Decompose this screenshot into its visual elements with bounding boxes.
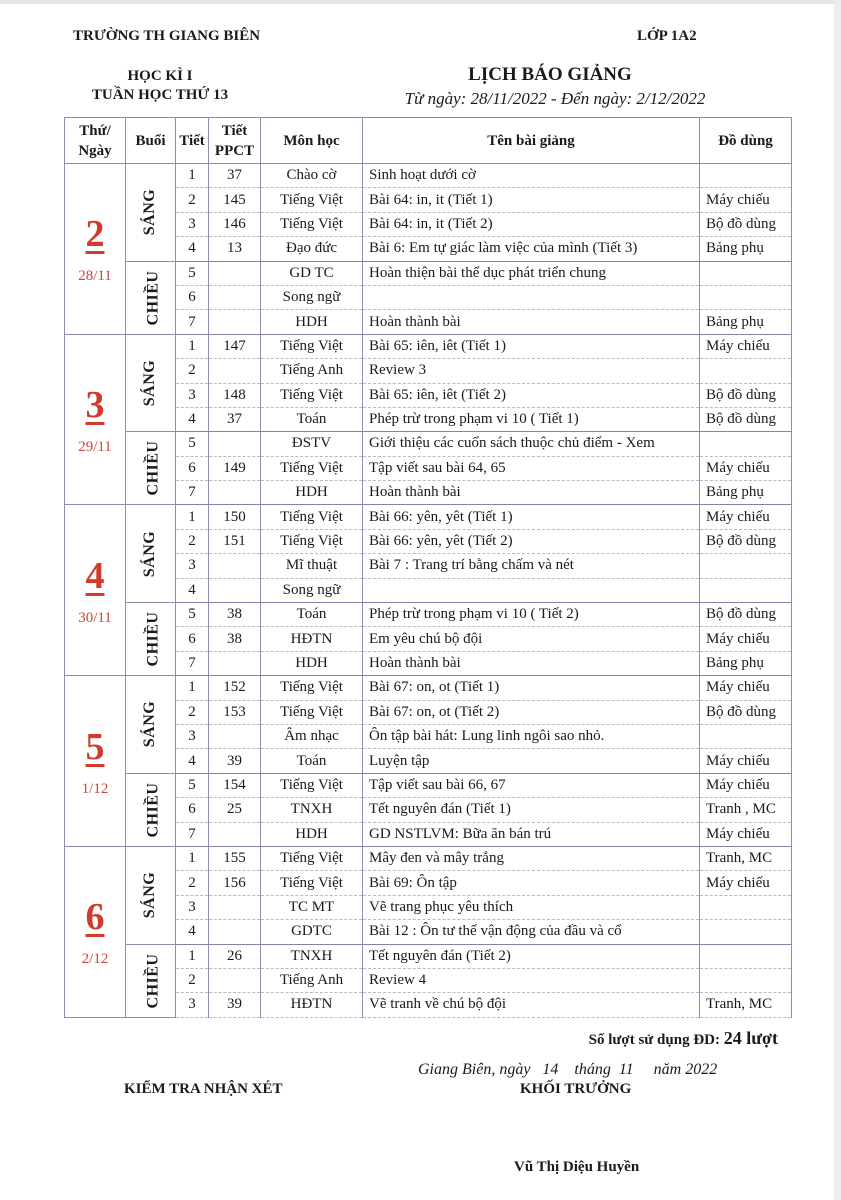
equipment-cell [700, 724, 792, 748]
lesson-cell: Hoàn thành bài [363, 651, 700, 675]
lesson-cell: Bài 66: yên, yêt (Tiết 2) [363, 529, 700, 553]
session-cell [126, 334, 176, 432]
day-cell [65, 505, 126, 676]
subject-cell: Âm nhạc [261, 724, 363, 748]
table-row [65, 164, 792, 188]
ppct-cell [209, 651, 261, 675]
date-range: Từ ngày: 28/11/2022 - Đến ngày: 2/12/2022 [404, 89, 706, 108]
session-label: CHIỀU [144, 270, 162, 326]
equipment-usage [520, 1028, 778, 1049]
ppct-cell: 151 [209, 529, 261, 553]
period-cell: 6 [176, 456, 209, 480]
period-cell: 5 [176, 603, 209, 627]
day-cell [65, 334, 126, 505]
signer-name: Vũ Thị Diệu Huyền [514, 1159, 640, 1175]
lesson-cell: Hoàn thiện bài thể dục phát triển chung [363, 261, 700, 285]
period-cell: 7 [176, 822, 209, 846]
equipment-cell [700, 944, 792, 968]
subject-cell: HĐTN [261, 993, 363, 1017]
session-cell [126, 603, 176, 676]
ppct-cell [209, 724, 261, 748]
ppct-cell: 152 [209, 676, 261, 700]
day-number: 4 [85, 554, 105, 597]
equipment-cell [700, 968, 792, 992]
subject-cell: Tiếng Việt [261, 700, 363, 724]
period-cell: 3 [176, 212, 209, 236]
ppct-cell: 39 [209, 993, 261, 1017]
session-cell [126, 676, 176, 774]
period-cell: 3 [176, 724, 209, 748]
lesson-cell: Bài 67: on, ot (Tiết 2) [363, 700, 700, 724]
equipment-cell [700, 895, 792, 919]
ppct-cell [209, 285, 261, 309]
day-cell [65, 164, 126, 335]
period-cell: 3 [176, 993, 209, 1017]
subject-cell: TNXH [261, 798, 363, 822]
subject-cell: Tiếng Việt [261, 871, 363, 895]
usage-label: Số lượt sử dụng ĐD: [588, 1032, 724, 1048]
ppct-cell: 146 [209, 212, 261, 236]
subject-cell: HDH [261, 310, 363, 334]
lesson-cell: Tết nguyên đán (Tiết 1) [363, 798, 700, 822]
period-cell: 7 [176, 651, 209, 675]
lesson-cell: Luyện tập [363, 749, 700, 773]
subject-cell: GD TC [261, 261, 363, 285]
schedule-body [65, 164, 792, 1018]
session-label: SÁNG [141, 359, 159, 407]
lesson-cell: Bài 64: in, it (Tiết 1) [363, 188, 700, 212]
session-cell [126, 846, 176, 944]
equipment-cell [700, 554, 792, 578]
period-cell: 1 [176, 846, 209, 870]
day-number: 6 [85, 896, 105, 939]
subject-cell: HDH [261, 651, 363, 675]
col-equipment: Đồ dùng [700, 118, 792, 164]
period-cell: 2 [176, 188, 209, 212]
equipment-cell [700, 164, 792, 188]
ppct-cell: 153 [209, 700, 261, 724]
period-cell: 3 [176, 895, 209, 919]
day-number: 2 [85, 213, 105, 256]
lesson-cell: Phép trừ trong phạm vi 10 ( Tiết 2) [363, 603, 700, 627]
equipment-cell: Máy chiếu [700, 334, 792, 358]
lesson-cell: GD NSTLVM: Bữa ăn bán trú [363, 822, 700, 846]
ppct-cell: 13 [209, 237, 261, 261]
page-top-edge [0, 0, 841, 4]
session-label: SÁNG [141, 530, 159, 577]
session-label: SÁNG [141, 189, 159, 236]
lesson-cell: Hoàn thành bài [363, 310, 700, 334]
subject-cell: Tiếng Việt [261, 846, 363, 870]
ppct-cell: 155 [209, 846, 261, 870]
period-cell: 2 [176, 529, 209, 553]
period-cell: 7 [176, 481, 209, 505]
lesson-cell: Review 4 [363, 968, 700, 992]
equipment-cell: Bộ đồ dùng [700, 383, 792, 407]
session-label: CHIỀU [144, 440, 162, 496]
lesson-cell: Vẽ trang phục yêu thích [363, 895, 700, 919]
subject-cell: Tiếng Việt [261, 334, 363, 358]
ppct-cell [209, 481, 261, 505]
lesson-cell [363, 578, 700, 602]
period-cell: 5 [176, 432, 209, 456]
session-label: CHIỀU [144, 611, 162, 667]
period-cell: 2 [176, 359, 209, 383]
check-label: KIỂM TRA NHẬN XÉT [124, 1081, 283, 1097]
lesson-cell: Bài 7 : Trang trí bằng chấm và nét [363, 554, 700, 578]
ppct-cell: 37 [209, 407, 261, 431]
subject-cell: Đạo đức [261, 237, 363, 261]
table-row [65, 505, 792, 529]
subject-cell: HDH [261, 822, 363, 846]
subject-cell: GDTC [261, 920, 363, 944]
equipment-cell [700, 285, 792, 309]
lesson-cell: Giới thiệu các cuốn sách thuộc chủ điểm - Xem [363, 432, 700, 456]
ppct-cell: 148 [209, 383, 261, 407]
day-cell [65, 676, 126, 847]
subject-cell: Mĩ thuật [261, 554, 363, 578]
col-period: Tiết [176, 118, 209, 164]
period-cell: 3 [176, 383, 209, 407]
lesson-cell: Ôn tập bài hát: Lung linh ngôi sao nhỏ. [363, 724, 700, 748]
ppct-cell: 145 [209, 188, 261, 212]
school-name: TRƯỜNG TH GIANG BIÊN [73, 28, 261, 44]
equipment-cell: Bảng phụ [700, 651, 792, 675]
col-day: Thứ/ Ngày [65, 118, 126, 164]
table-header-row [65, 118, 792, 164]
equipment-cell [700, 920, 792, 944]
ppct-cell [209, 578, 261, 602]
equipment-cell [700, 578, 792, 602]
lesson-cell: Em yêu chú bộ đội [363, 627, 700, 651]
table-row [65, 846, 792, 870]
ppct-cell: 149 [209, 456, 261, 480]
subject-cell: Toán [261, 749, 363, 773]
page-right-edge [834, 0, 841, 1200]
equipment-cell: Bảng phụ [700, 237, 792, 261]
subject-cell: Song ngữ [261, 285, 363, 309]
ppct-cell [209, 920, 261, 944]
equipment-cell: Bộ đồ dùng [700, 700, 792, 724]
equipment-cell: Máy chiếu [700, 456, 792, 480]
col-subject: Môn học [261, 118, 363, 164]
day-date: 2/12 [81, 951, 109, 968]
ppct-cell: 39 [209, 749, 261, 773]
equipment-cell: Bộ đồ dùng [700, 603, 792, 627]
subject-cell: Tiếng Việt [261, 383, 363, 407]
subject-cell: Tiếng Việt [261, 676, 363, 700]
subject-cell: ĐSTV [261, 432, 363, 456]
day-date: 30/11 [78, 609, 112, 626]
period-cell: 4 [176, 749, 209, 773]
subject-cell: HDH [261, 481, 363, 505]
lesson-cell: Review 3 [363, 359, 700, 383]
col-lesson: Tên bài giảng [363, 118, 700, 164]
day-date: 1/12 [81, 780, 109, 797]
equipment-cell: Máy chiếu [700, 871, 792, 895]
table-row [65, 432, 792, 456]
period-cell: 6 [176, 285, 209, 309]
table-row [65, 334, 792, 358]
session-cell [126, 164, 176, 262]
equipment-cell: Bảng phụ [700, 481, 792, 505]
ppct-cell: 150 [209, 505, 261, 529]
ppct-cell: 154 [209, 773, 261, 797]
period-cell: 3 [176, 554, 209, 578]
lesson-cell [363, 285, 700, 309]
equipment-cell: Máy chiếu [700, 749, 792, 773]
ppct-cell: 25 [209, 798, 261, 822]
ppct-cell [209, 895, 261, 919]
class-name: LỚP 1A2 [637, 28, 697, 44]
usage-count: 24 lượt [723, 1028, 778, 1048]
lesson-cell: Mây đen và mây trắng [363, 846, 700, 870]
lesson-cell: Bài 12 : Ôn tư thế vận động của đầu và cổ [363, 920, 700, 944]
equipment-cell: Máy chiếu [700, 822, 792, 846]
subject-cell: Chào cờ [261, 164, 363, 188]
lesson-cell: Bài 66: yên, yêt (Tiết 1) [363, 505, 700, 529]
equipment-cell: Máy chiếu [700, 627, 792, 651]
table-row [65, 261, 792, 285]
term-label: HỌC KÌ I [127, 68, 193, 84]
ppct-cell [209, 432, 261, 456]
lesson-cell: Tết nguyên đán (Tiết 2) [363, 944, 700, 968]
lesson-cell: Bài 6: Em tự giác làm việc của mình (Tiết 3) [363, 237, 700, 261]
table-row [65, 676, 792, 700]
subject-cell: Tiếng Việt [261, 456, 363, 480]
col-ppct: Tiết PPCT [209, 118, 261, 164]
period-cell: 4 [176, 578, 209, 602]
period-cell: 1 [176, 676, 209, 700]
period-cell: 4 [176, 920, 209, 944]
session-cell [126, 261, 176, 334]
ppct-cell [209, 310, 261, 334]
ppct-cell [209, 968, 261, 992]
ppct-cell: 147 [209, 334, 261, 358]
equipment-cell: Máy chiếu [700, 188, 792, 212]
table-row [65, 944, 792, 968]
period-cell: 2 [176, 968, 209, 992]
ppct-cell [209, 822, 261, 846]
lesson-cell: Hoàn thành bài [363, 481, 700, 505]
period-cell: 1 [176, 334, 209, 358]
subject-cell: Tiếng Anh [261, 359, 363, 383]
ppct-cell [209, 554, 261, 578]
equipment-cell: Bảng phụ [700, 310, 792, 334]
day-date: 28/11 [78, 268, 112, 285]
lesson-cell: Bài 64: in, it (Tiết 2) [363, 212, 700, 236]
equipment-cell: Máy chiếu [700, 676, 792, 700]
ppct-cell: 37 [209, 164, 261, 188]
day-number: 3 [85, 384, 105, 427]
subject-cell: Tiếng Việt [261, 773, 363, 797]
session-cell [126, 944, 176, 1017]
subject-cell: Tiếng Việt [261, 529, 363, 553]
lesson-cell: Vẽ tranh về chú bộ đội [363, 993, 700, 1017]
equipment-cell [700, 261, 792, 285]
page-title: LỊCH BÁO GIẢNG [468, 64, 632, 85]
period-cell: 7 [176, 310, 209, 334]
lesson-cell: Phép trừ trong phạm vi 10 ( Tiết 1) [363, 407, 700, 431]
lesson-cell: Sinh hoạt dưới cờ [363, 164, 700, 188]
period-cell: 5 [176, 773, 209, 797]
schedule-table [64, 117, 792, 1018]
period-cell: 5 [176, 261, 209, 285]
equipment-cell [700, 432, 792, 456]
lesson-cell: Bài 69: Ôn tập [363, 871, 700, 895]
subject-cell: HĐTN [261, 627, 363, 651]
subject-cell: Tiếng Việt [261, 212, 363, 236]
table-row [65, 603, 792, 627]
period-cell: 1 [176, 505, 209, 529]
ppct-cell: 26 [209, 944, 261, 968]
lesson-cell: Tập viết sau bài 64, 65 [363, 456, 700, 480]
equipment-cell [700, 359, 792, 383]
subject-cell: Toán [261, 603, 363, 627]
period-cell: 6 [176, 627, 209, 651]
ppct-cell [209, 261, 261, 285]
period-cell: 1 [176, 164, 209, 188]
subject-cell: TNXH [261, 944, 363, 968]
period-cell: 4 [176, 237, 209, 261]
ppct-cell: 38 [209, 627, 261, 651]
place-date: Giang Biên, ngày 14 tháng 11 năm 2022 [418, 1061, 718, 1078]
session-label: SÁNG [141, 871, 159, 919]
session-label: CHIỀU [144, 782, 162, 838]
ppct-cell: 38 [209, 603, 261, 627]
lesson-cell: Bài 65: iên, iêt (Tiết 2) [363, 383, 700, 407]
period-cell: 1 [176, 944, 209, 968]
head-label: KHỐI TRƯỞNG [520, 1081, 632, 1097]
subject-cell: Tiếng Anh [261, 968, 363, 992]
day-cell [65, 846, 126, 1017]
subject-cell: Tiếng Việt [261, 505, 363, 529]
lesson-cell: Tập viết sau bài 66, 67 [363, 773, 700, 797]
equipment-cell: Bộ đồ dùng [700, 212, 792, 236]
subject-cell: Toán [261, 407, 363, 431]
equipment-cell: Tranh, MC [700, 846, 792, 870]
subject-cell: Song ngữ [261, 578, 363, 602]
week-label: TUẦN HỌC THỨ 13 [91, 87, 229, 103]
ppct-cell: 156 [209, 871, 261, 895]
period-cell: 4 [176, 407, 209, 431]
session-cell [126, 505, 176, 603]
subject-cell: Tiếng Việt [261, 188, 363, 212]
ppct-cell [209, 359, 261, 383]
equipment-cell: Tranh, MC [700, 993, 792, 1017]
equipment-cell: Máy chiếu [700, 505, 792, 529]
period-cell: 2 [176, 871, 209, 895]
lesson-cell: Bài 65: iên, iêt (Tiết 1) [363, 334, 700, 358]
period-cell: 6 [176, 798, 209, 822]
term-block [90, 67, 230, 105]
subject-cell: TC MT [261, 895, 363, 919]
lesson-cell: Bài 67: on, ot (Tiết 1) [363, 676, 700, 700]
period-cell: 2 [176, 700, 209, 724]
session-cell [126, 773, 176, 846]
table-row [65, 773, 792, 797]
session-cell [126, 432, 176, 505]
day-date: 29/11 [78, 439, 112, 456]
day-number: 5 [85, 725, 105, 768]
equipment-cell: Bộ đồ dùng [700, 529, 792, 553]
session-label: CHIỀU [144, 953, 162, 1009]
session-label: SÁNG [141, 701, 159, 748]
equipment-cell: Máy chiếu [700, 773, 792, 797]
col-session: Buổi [126, 118, 176, 164]
equipment-cell: Tranh , MC [700, 798, 792, 822]
equipment-cell: Bộ đồ dùng [700, 407, 792, 431]
